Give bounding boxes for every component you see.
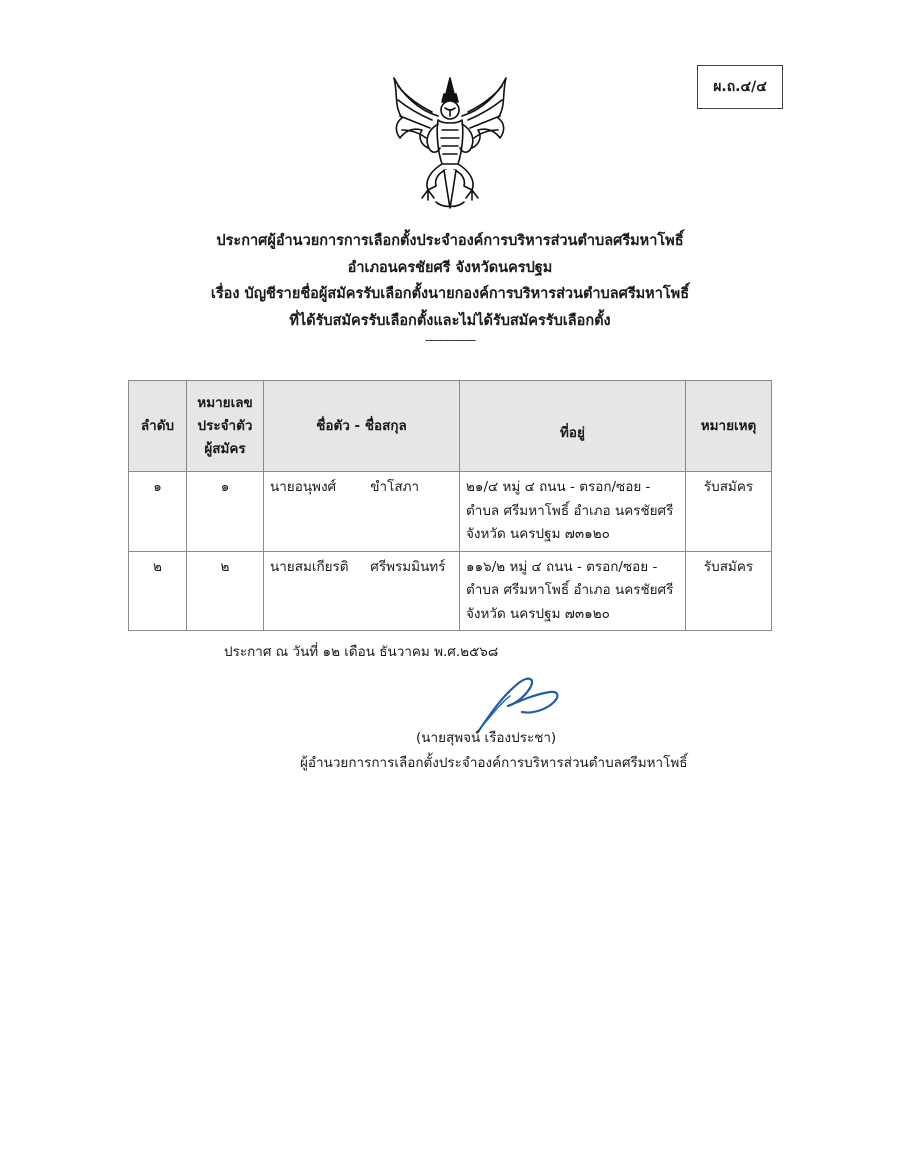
- heading-line-4: ที่ได้รับสมัครรับเลือกตั้งและไม่ได้รับสมัครรับเลือกตั้ง: [289, 312, 611, 329]
- row-candidate-number: ๒: [187, 551, 264, 631]
- row-order: ๒: [129, 551, 187, 631]
- signer-name: (นายสุพจน์ เรืองประชา): [416, 730, 557, 746]
- header-candidate-number: [187, 381, 264, 472]
- header-number-line-2: ประจำตัว: [197, 417, 253, 434]
- heading-line-3: เรื่อง บัญชีรายชื่อผู้สมัครรับเลือกตั้งนายกองค์การบริหารส่วนตำบลศรีมหาโพธิ์: [210, 286, 690, 302]
- header-name: ชื่อตัว - ชื่อสกุล: [264, 381, 460, 472]
- form-code: ผ.ถ.๔/๔: [713, 79, 767, 95]
- row-name: [264, 472, 460, 552]
- garuda-emblem-icon: [388, 72, 512, 214]
- heading-line-2: อำเภอนครชัยศรี จังหวัดนครปฐม: [347, 259, 553, 276]
- form-code-box: [697, 65, 783, 109]
- table-row: [129, 472, 772, 552]
- header-number-line-3: ผู้สมัคร: [204, 440, 246, 457]
- announcement-date: ประกาศ ณ วันที่ ๑๒ เดือน ธันวาคม พ.ศ.๒๕๖๘: [224, 644, 499, 660]
- row-last-name: ขำโสภา: [370, 479, 420, 495]
- handwritten-signature-icon: [470, 672, 562, 734]
- row-candidate-number: ๑: [187, 472, 264, 552]
- candidates-table: [128, 380, 772, 631]
- row-first-name: นายสมเกียรติ: [270, 558, 349, 575]
- header-remark: หมายเหตุ: [686, 381, 772, 472]
- heading-separator: ---------------: [425, 333, 475, 347]
- row-remark: รับสมัคร: [686, 472, 772, 552]
- row-name: [264, 551, 460, 631]
- header-number-line-1: หมายเลข: [197, 394, 253, 411]
- row-last-name: ศรีพรมมินทร์: [370, 558, 446, 575]
- row-remark: รับสมัคร: [686, 551, 772, 631]
- row-first-name: นายอนุพงศ์: [270, 479, 337, 495]
- row-address: ๑๑๖/๒ หมู่ ๔ ถนน - ตรอก/ซอย - ตำบล ศรีมหาโพธิ์ อำเภอ นครชัยศรี จังหวัด นครปฐม ๗๓๑๒๐: [460, 551, 686, 631]
- header-address: ที่อยู่: [460, 381, 686, 472]
- signer-title: ผู้อำนวยการการเลือกตั้งประจำองค์การบริหารส่วนตำบลศรีมหาโพธิ์: [300, 755, 688, 771]
- announcement-heading: [150, 228, 750, 334]
- heading-line-1: ประกาศผู้อำนวยการการเลือกตั้งประจำองค์การบริหารส่วนตำบลศรีมหาโพธิ์: [216, 233, 684, 249]
- table-row: [129, 551, 772, 631]
- header-order: ลำดับ: [129, 381, 187, 472]
- row-order: ๑: [129, 472, 187, 552]
- table-header-row: [129, 381, 772, 472]
- row-address: ๒๑/๔ หมู่ ๔ ถนน - ตรอก/ซอย - ตำบล ศรีมหาโพธิ์ อำเภอ นครชัยศรี จังหวัด นครปฐม ๗๓๑๒๐: [460, 472, 686, 552]
